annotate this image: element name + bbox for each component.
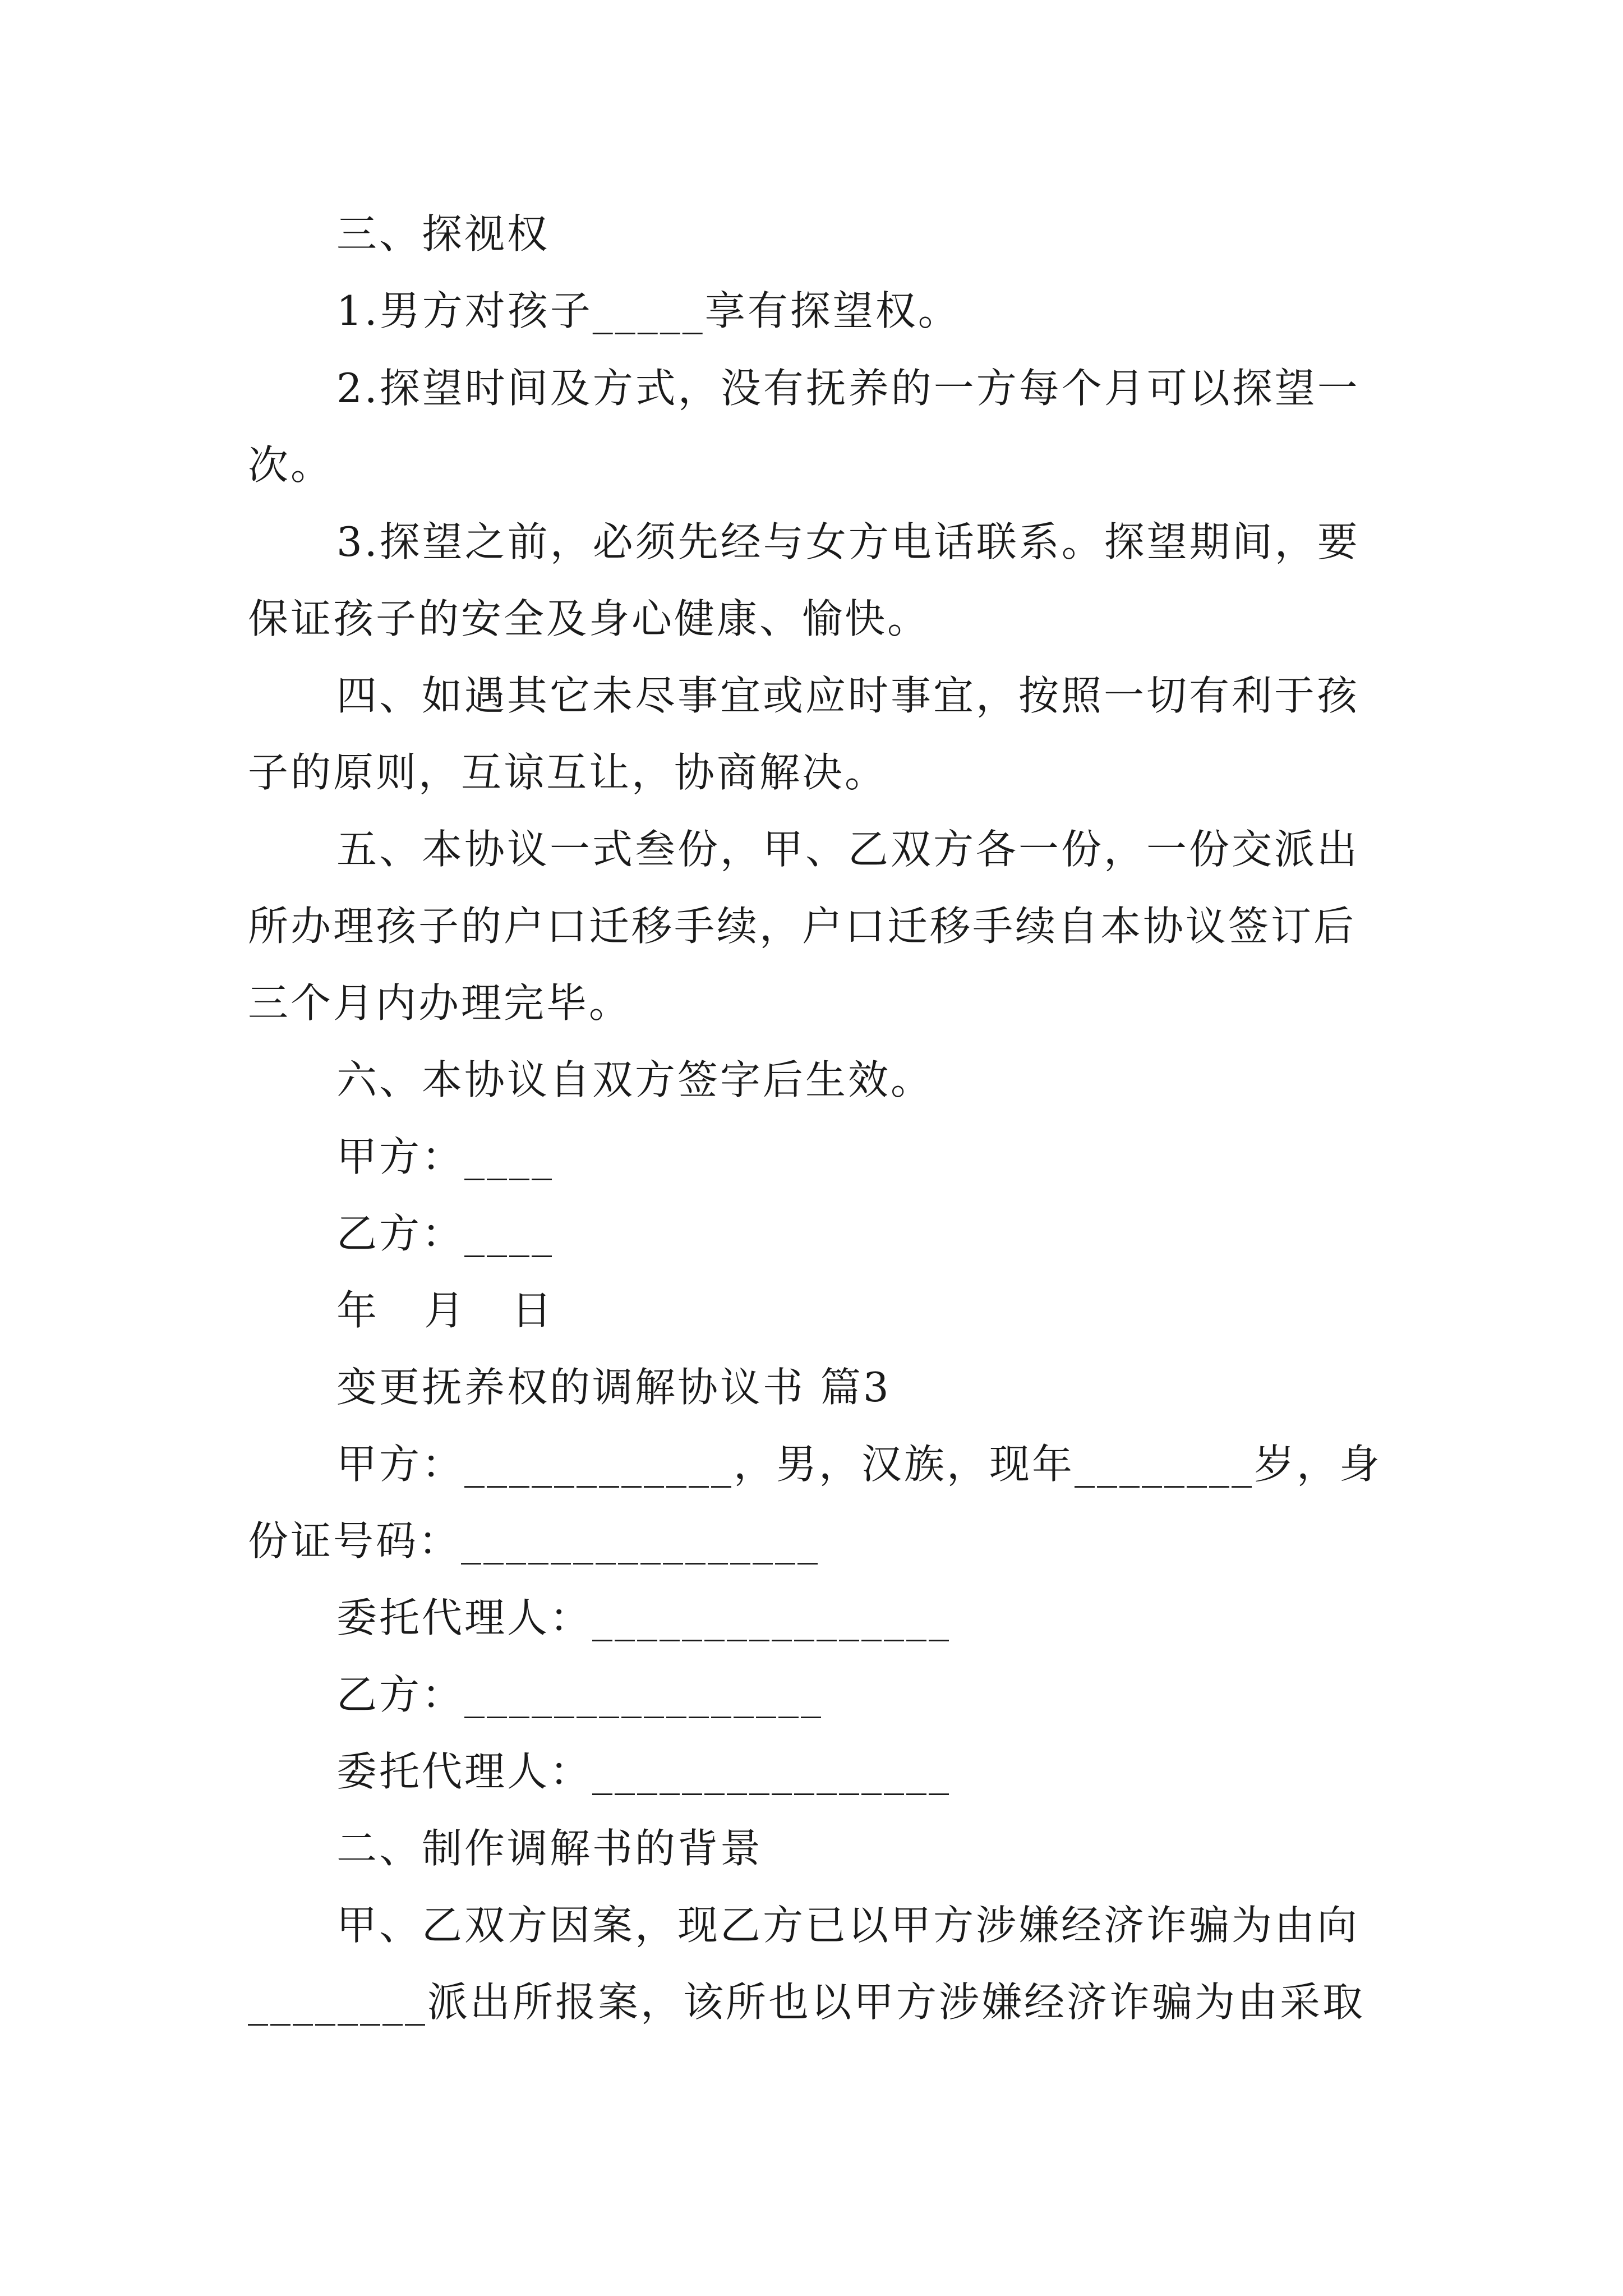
section-heading-background: 二、制作调解书的背景 <box>336 1825 763 1872</box>
paragraph-line: 五、本协议一式叁份，甲、乙双方各一份，一份交派出 <box>336 826 1360 873</box>
date-year-label: 年 <box>336 1287 380 1334</box>
paragraph-line: 六、本协议自双方签字后生效。 <box>336 1056 934 1103</box>
party-a-info-line: 甲方：____________，男，汉族，现年________岁，身 <box>336 1441 1382 1488</box>
party-a-agent-line: 委托代理人：________________ <box>336 1594 952 1641</box>
party-a-id-line: 份证号码：________________ <box>248 1517 820 1565</box>
date-month-label: 月 <box>424 1287 467 1334</box>
paragraph-line: 子的原则，互谅互让，协商解决。 <box>248 749 888 796</box>
paragraph-line: 次。 <box>248 441 334 489</box>
document-subtitle: 变更抚养权的调解协议书 篇3 <box>336 1364 891 1411</box>
paragraph-line: 三个月内办理完毕。 <box>248 979 632 1027</box>
paragraph-line: 甲、乙双方因案，现乙方已以甲方涉嫌经济诈骗为由向 <box>336 1902 1360 1949</box>
signature-party-a: 甲方：____ <box>336 1133 555 1180</box>
paragraph-line: 所办理孩子的户口迁移手续，户口迁移手续自本协议签订后 <box>248 903 1357 950</box>
party-b-agent-line: 委托代理人：________________ <box>336 1748 952 1795</box>
date-day-label: 日 <box>511 1287 555 1334</box>
paragraph-line: 四、如遇其它未尽事宜或应时事宜，按照一切有利于孩 <box>336 672 1360 719</box>
date-line <box>336 1282 554 1338</box>
signature-party-b: 乙方：____ <box>336 1210 555 1257</box>
paragraph-line: 保证孩子的安全及身心健康、愉快。 <box>248 595 930 642</box>
section-heading-visitation: 三、探视权 <box>336 210 550 257</box>
party-b-line: 乙方：________________ <box>336 1671 824 1718</box>
paragraph-line: 3.探望之前，必须先经与女方电话联系。探望期间，要 <box>336 518 1360 565</box>
paragraph-line: ________派出所报案，该所也以甲方涉嫌经济诈骗为由采取 <box>248 1978 1366 2026</box>
paragraph-line: 1.男方对孩子_____享有探望权。 <box>336 287 961 334</box>
paragraph-line: 2.探望时间及方式，没有抚养的一方每个月可以探望一 <box>336 365 1360 412</box>
